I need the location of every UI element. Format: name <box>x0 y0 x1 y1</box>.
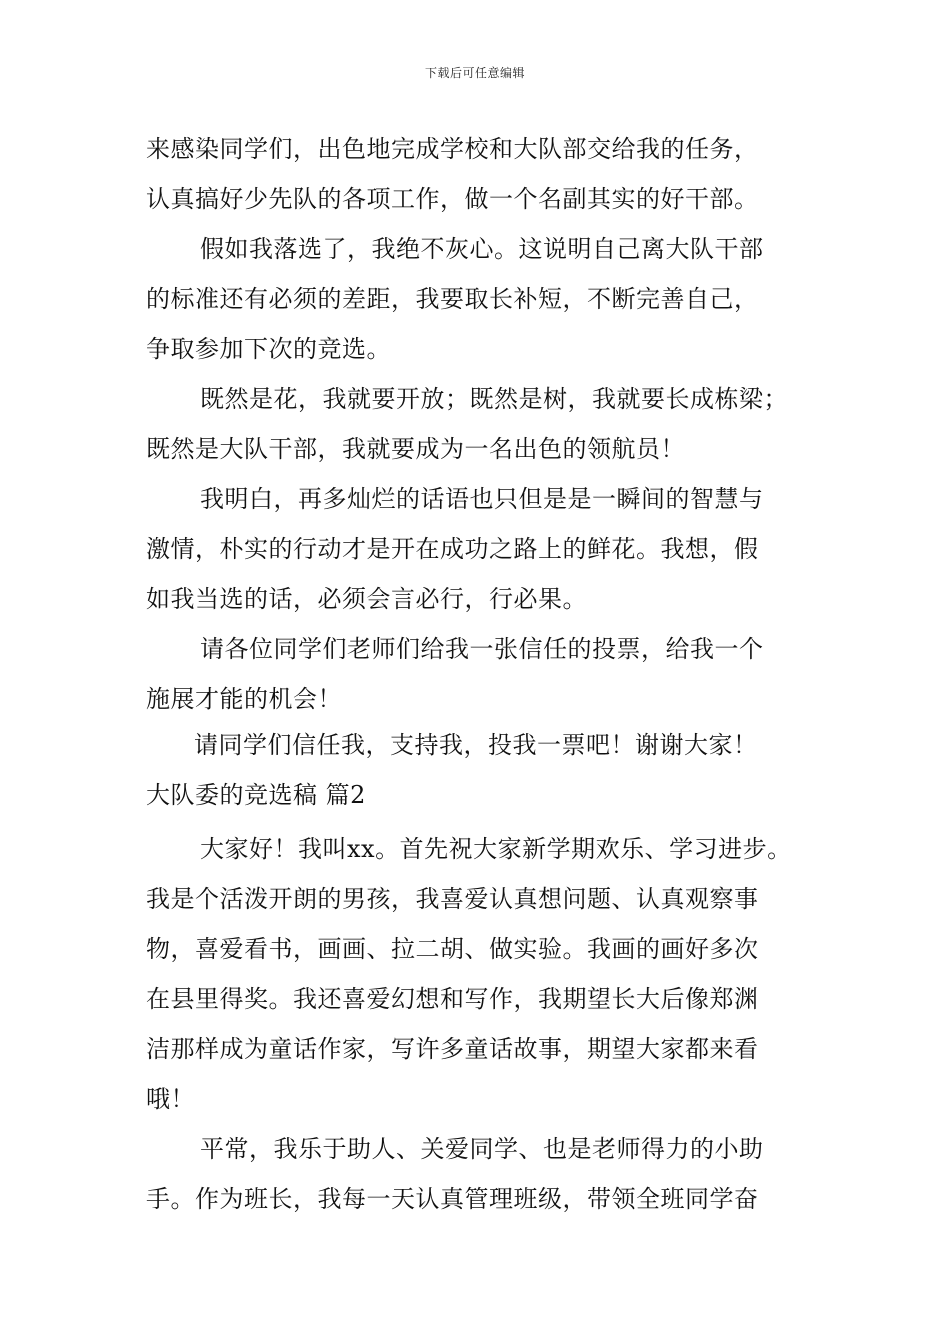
paragraph-line: 既然是大队干部，我就要成为一名出色的领航员！ <box>146 435 685 463</box>
paragraph-line: 施展才能的机会！ <box>146 685 342 713</box>
paragraph-line: 既然是花，我就要开放；既然是树，我就要长成栋梁； <box>200 385 788 413</box>
paragraph-line: 大家好！我叫xx。首先祝大家新学期欢乐、学习进步。 <box>200 835 792 863</box>
paragraph-line: 在县里得奖。我还喜爱幻想和写作，我期望长大后像郑渊 <box>146 985 759 1013</box>
paragraph-line: 来感染同学们，出色地完成学校和大队部交给我的任务， <box>146 135 759 163</box>
paragraph-line: 平常，我乐于助人、关爱同学、也是老师得力的小助 <box>200 1135 764 1163</box>
section-title: 大队委的竞选稿 篇2 <box>146 781 366 809</box>
paragraph-line: 激情，朴实的行动才是开在成功之路上的鲜花。我想，假 <box>146 535 759 563</box>
page-header-note: 下载后可任意编辑 <box>424 66 525 80</box>
paragraph-line: 假如我落选了，我绝不灰心。这说明自己离大队干部 <box>200 235 764 263</box>
paragraph-line: 我明白，再多灿烂的话语也只但是是一瞬间的智慧与 <box>200 485 764 513</box>
paragraph-line: 请同学们信任我，支持我，投我一票吧！谢谢大家！ <box>194 731 758 759</box>
paragraph-line: 争取参加下次的竞选。 <box>146 335 391 363</box>
paragraph-line: 手。作为班长，我每一天认真管理班级，带领全班同学奋 <box>146 1185 759 1213</box>
paragraph-line: 洁那样成为童话作家，写许多童话故事，期望大家都来看 <box>146 1035 759 1063</box>
paragraph-line: 的标准还有必须的差距，我要取长补短，不断完善自己， <box>146 285 759 313</box>
paragraph-line: 认真搞好少先队的各项工作，做一个名副其实的好干部。 <box>146 185 759 213</box>
paragraph-line: 请各位同学们老师们给我一张信任的投票，给我一个 <box>200 635 764 663</box>
paragraph-line: 物，喜爱看书，画画、拉二胡、做实验。我画的画好多次 <box>146 935 759 963</box>
paragraph-line: 哦！ <box>146 1085 195 1113</box>
paragraph-line: 如我当选的话，必须会言必行，行必果。 <box>146 585 587 613</box>
paragraph-line: 我是个活泼开朗的男孩，我喜爱认真想问题、认真观察事 <box>146 885 759 913</box>
document-body <box>146 124 826 1224</box>
